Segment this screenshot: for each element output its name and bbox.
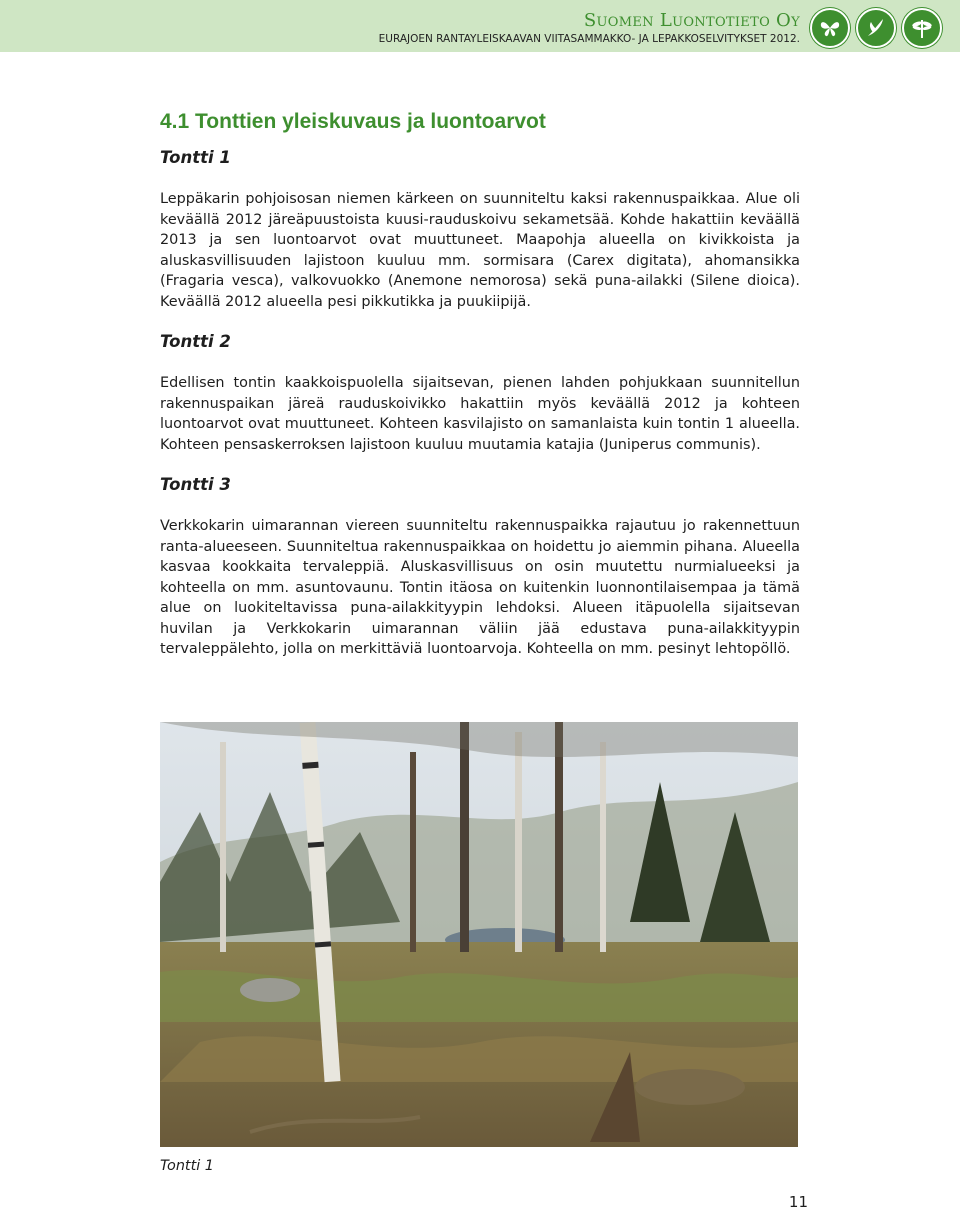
bird-icon [856,8,896,48]
plot-1-text: Leppäkarin pohjoisosan niemen kärkeen on suunniteltu kaksi rakennuspaikkaa. Alue oli keväällä 2012 järeäpuustoista kuusi-rauduskoivu sekametsää. Kohde hakattiin keväällä 2013 ja sen luontoarvot ovat muuttuneet. Maapohja alueella on kivikkoista ja aluskasvillisuuden lajistoon kuuluu mm. sormisara (Carex digitata), ahomansikka (Fragaria vesca), valkovuokko (Anemone nemorosa) sekä puna-ailakki (Silene dioica). Keväällä 2012 alueella pesi pikkutikka ja puukiipijä. [160,191,800,310]
brand-name: Suomen Luontotieto Oy [583,10,800,31]
main-content [160,110,800,680]
report-title: EURAJOEN RANTAYLEISKAAVAN VIITASAMMAKKO- JA LEPAKKOSELVITYKSET 2012. [378,33,800,45]
dragonfly-icon [902,8,942,48]
plot-3-text: Verkkokarin uimarannan viereen suunniteltu rakennuspaikka rajautuu jo rakennettuun ranta-alueeseen. Suunniteltua rakennuspaikkaa on hoidettu jo aiemmin pihana. Alueella kasvaa kookkaita tervaleppiä. Aluskasvillisuus on osin muutettu nurmialueeksi ja kohteella on mm. asuntovaunu. Tontin itäosa on kuitenkin luonnontilaisempaa ja tämä alue on luokiteltavissa puna-ailakkityypin lehdoksi. Alueen itäpuolella sijaitsevan huvilan ja Verkkokarin uimarannan väliin jää edustava puna-ailakkityypin tervaleppälehto, jolla on merkittäviä luontoarvoja. Kohteella on mm. pesinyt lehtopöllö. [160,518,800,657]
plot-2-text: Edellisen tontin kaakkoispuolella sijaitsevan, pienen lahden pohjukkaan suunnitellun rakennuspaikan järeä rauduskoivikko hakattiin myös keväällä 2012 ja kohteen luontoarvot ovat muuttuneet. Kohteen kasvilajisto on samanlaista kuin tontin 1 alueella. Kohteen pensaskerroksen lajistoon kuuluu muutamia katajia (Juniperus communis). [160,375,800,453]
page-number: 11 [788,1193,808,1211]
plot-3-title: Tontti 3 [160,475,231,494]
section-title: 4.1 Tonttien yleiskuvaus ja luontoarvot [160,110,546,133]
forest-photo [160,722,798,1147]
plot-1-title: Tontti 1 [160,148,231,167]
brand-block [379,12,800,45]
logo-icons [810,8,942,48]
butterfly-icon [810,8,850,48]
plot-2-title: Tontti 2 [160,332,231,351]
photo-caption: Tontti 1 [160,1158,214,1174]
